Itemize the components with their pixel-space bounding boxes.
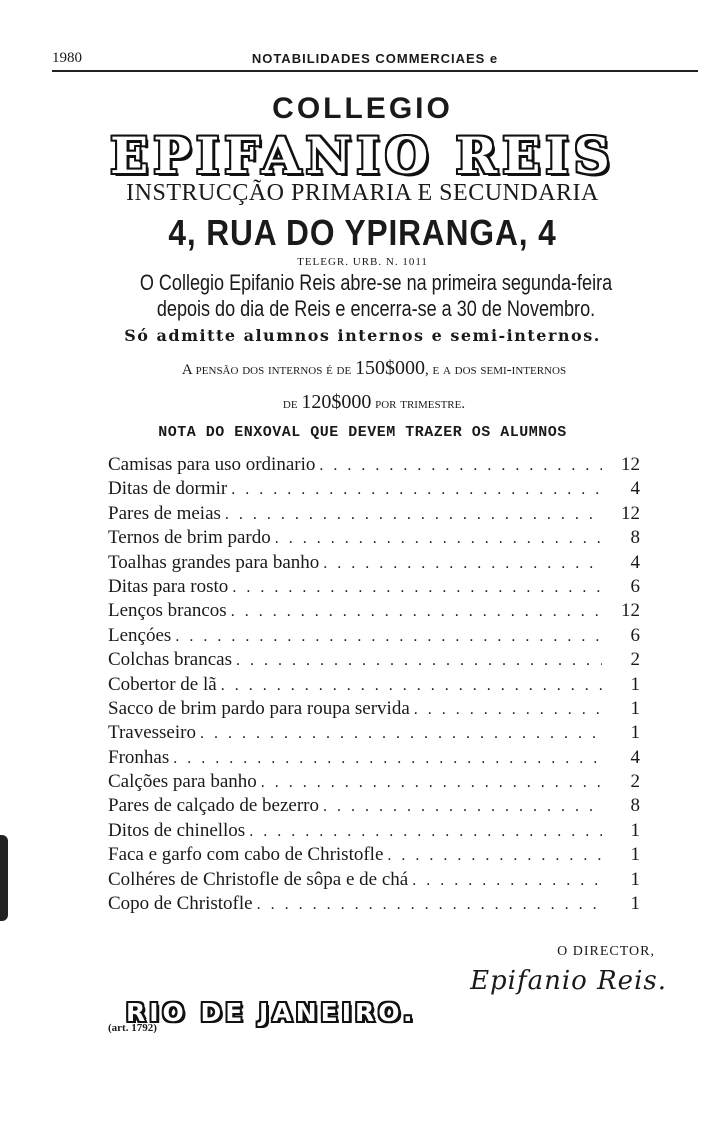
list-item [108, 453, 640, 477]
item-label: Fronhas [108, 746, 170, 768]
item-quantity: 1 [630, 673, 640, 695]
item-quantity: 2 [630, 649, 640, 671]
city-name: RIO DE JANEIRO. [126, 998, 417, 1027]
item-label: Toalhas grandes para banho [108, 551, 320, 573]
list-item [108, 868, 640, 892]
pension-line2-prefix: de [282, 396, 298, 412]
instruction-levels: INSTRUCÇÃO PRIMARIA E SECUNDARIA [126, 180, 599, 206]
scan-edge-mark [0, 835, 8, 921]
item-quantity: 8 [630, 527, 640, 549]
pension-line2-suffix: por trimestre. [375, 396, 466, 412]
item-label: Ditas para rosto [108, 575, 229, 597]
item-quantity: 1 [630, 893, 640, 915]
dot-leader [412, 869, 602, 893]
item-label: Cobertor de lã [108, 673, 217, 695]
item-label: Copo de Christofle [108, 893, 253, 915]
dot-leader [173, 747, 602, 771]
item-label: Sacco de brim pardo para roupa servida [108, 697, 410, 719]
opening-notice: O Collegio Epifanio Reis abre-se na primeira segunda-feira depois do dia de Reis e encerra-se a 30 de Novembro. [139, 270, 613, 321]
admission-policy: Só admitte alumnos internos e semi-internos. [124, 326, 601, 345]
item-label: Pares de meias [108, 502, 221, 524]
item-label: Ditos de chinellos [108, 819, 246, 841]
trousseau-list [108, 453, 640, 916]
item-label: Faca e garfo com cabo de Christofle [108, 844, 384, 866]
item-label: Pares de calçado de bezerro [108, 795, 319, 817]
trousseau-title: NOTA DO ENXOVAL QUE DEVEM TRAZER OS ALUMNOS [158, 424, 567, 441]
list-item [108, 697, 640, 721]
pension-fees [56, 352, 692, 420]
telegraph-number: TELEGR. URB. N. 1011 [297, 256, 428, 268]
item-quantity: 1 [630, 819, 640, 841]
list-item [108, 648, 640, 672]
list-item [108, 794, 640, 818]
list-item [108, 892, 640, 916]
dot-leader [249, 820, 602, 844]
item-label: Colchas brancas [108, 649, 232, 671]
list-item [108, 673, 640, 697]
institution-type: COLLEGIO [272, 92, 453, 125]
dot-leader [257, 893, 602, 917]
list-item [108, 551, 640, 575]
item-quantity: 1 [630, 868, 640, 890]
dot-leader [200, 722, 602, 746]
item-quantity: 12 [621, 454, 640, 475]
item-quantity: 4 [630, 551, 640, 573]
item-label: Lençóes [108, 624, 172, 646]
list-item [108, 599, 640, 623]
list-item [108, 526, 640, 550]
item-quantity: 4 [630, 746, 640, 768]
item-label: Camisas para uso ordinario [108, 454, 316, 475]
dot-leader [323, 552, 602, 576]
page-number: 1980 [52, 50, 82, 66]
article-reference: (art. 1792) [108, 1022, 157, 1034]
list-item [108, 819, 640, 843]
list-item [108, 721, 640, 745]
dot-leader [261, 771, 602, 795]
dot-leader [225, 503, 602, 527]
dot-leader [236, 649, 602, 673]
item-quantity: 1 [630, 697, 640, 719]
item-label: Calções para banho [108, 771, 257, 793]
dot-leader [231, 478, 602, 502]
item-quantity: 1 [630, 844, 640, 866]
item-quantity: 6 [630, 575, 640, 597]
dot-leader [414, 698, 602, 722]
signature-role: O DIRECTOR, [557, 944, 655, 959]
dot-leader [275, 527, 602, 551]
item-quantity: 6 [630, 624, 640, 646]
item-quantity: 4 [630, 478, 640, 500]
item-label: Colhéres de Christofle de sôpa e de chá [108, 868, 409, 890]
dot-leader [232, 576, 602, 600]
dot-leader [221, 674, 602, 698]
dot-leader [175, 625, 602, 649]
pension-interno-value: 150$000 [354, 357, 425, 379]
item-label: Ternos de brim pardo [108, 527, 271, 549]
item-quantity: 12 [621, 502, 640, 524]
list-item [108, 624, 640, 648]
item-label: Lenços brancos [108, 600, 227, 622]
item-label: Travesseiro [108, 722, 196, 744]
dot-leader [319, 454, 602, 478]
list-item [108, 746, 640, 770]
dot-leader [231, 600, 602, 624]
dot-leader [323, 795, 602, 819]
institution-name: EPIFANIO REIS [110, 126, 615, 185]
pension-line1-suffix: , e a dos semi-internos [424, 362, 567, 378]
list-item [108, 843, 640, 867]
list-item [108, 575, 640, 599]
street-address: 4, RUA DO YPIRANGA, 4 [168, 212, 557, 253]
list-item [108, 770, 640, 794]
pension-line1-prefix: A pensão dos internos é de [181, 362, 352, 378]
running-title: NOTABILIDADES COMMERCIAES e [251, 51, 499, 66]
item-quantity: 1 [630, 722, 640, 744]
item-label: Ditas de dormir [108, 478, 228, 500]
page-header [52, 48, 698, 72]
signature-name: Epifanio Reis. [470, 966, 667, 996]
pension-semi-value: 120$000 [301, 391, 372, 413]
list-item [108, 477, 640, 501]
item-quantity: 8 [630, 795, 640, 817]
item-quantity: 12 [621, 600, 640, 622]
dot-leader [387, 844, 602, 868]
list-item [108, 502, 640, 526]
item-quantity: 2 [630, 771, 640, 793]
